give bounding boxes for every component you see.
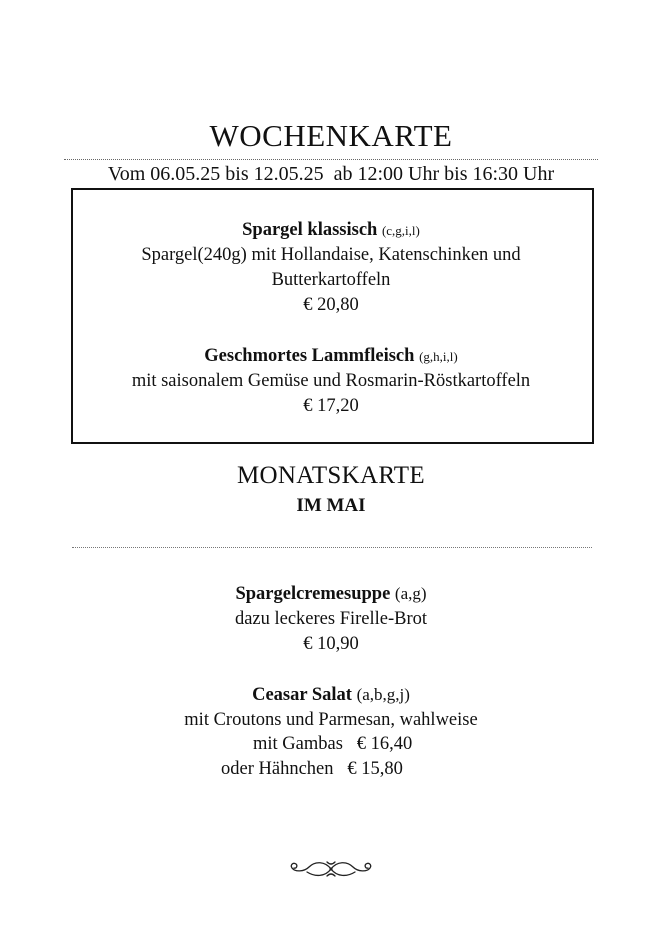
dish-heading (0, 581, 662, 607)
dish-price: € 10,90 (303, 634, 359, 654)
dish-description: dazu leckeres Firelle-Brot (234, 609, 428, 629)
dish-allergens: (a,g) (394, 584, 427, 603)
monthly-divider (72, 547, 592, 548)
option-price: € 16,40 (356, 734, 413, 754)
option-label: oder Hähnchen (221, 759, 334, 779)
weekly-dish-1 (0, 218, 662, 318)
dish-price: € 20,80 (303, 295, 359, 315)
dish-description: mit saisonalem Gemüse und Rosmarin-Röstkartoffeln (131, 371, 531, 391)
dish-price: € 17,20 (303, 396, 359, 416)
weekly-divider (64, 159, 598, 160)
dish-heading (0, 682, 662, 708)
monthly-menu-title: MONATSKARTE (237, 462, 425, 489)
monthly-dish-1 (0, 581, 662, 657)
dish-allergens: (a,b,g,j) (356, 685, 410, 704)
flourish-divider-icon (285, 857, 377, 881)
weekly-date-range: Vom 06.05.25 bis 12.05.25 ab 12:00 Uhr bis 16:30 Uhr (107, 163, 555, 185)
monthly-dish-2 (0, 682, 662, 733)
monthly-menu-subtitle: IM MAI (296, 495, 366, 516)
option-label: mit Gambas (253, 734, 343, 754)
dish-name: Spargel klassisch (242, 220, 378, 240)
dish-name: Ceasar Salat (252, 685, 352, 705)
dish-allergens: (c,g,i,l) (381, 223, 420, 238)
dish-allergens: (g,h,i,l) (419, 349, 458, 364)
dish-name: Spargelcremesuppe (235, 584, 391, 604)
dish-description-cont: Butterkartoffeln (271, 270, 391, 290)
dish-heading (0, 218, 662, 243)
weekly-menu-title: WOCHENKARTE (209, 118, 453, 153)
dish-option-gambas (253, 734, 412, 755)
weekly-dish-2 (0, 344, 662, 419)
dish-description: Spargel(240g) mit Hollandaise, Katenschinken und (141, 245, 521, 265)
dish-heading (0, 344, 662, 369)
dish-description: mit Croutons und Parmesan, wahlweise (184, 710, 478, 730)
option-price: € 15,80 (347, 759, 403, 779)
dish-option-chicken (221, 759, 403, 780)
dish-name: Geschmortes Lammfleisch (204, 346, 415, 366)
